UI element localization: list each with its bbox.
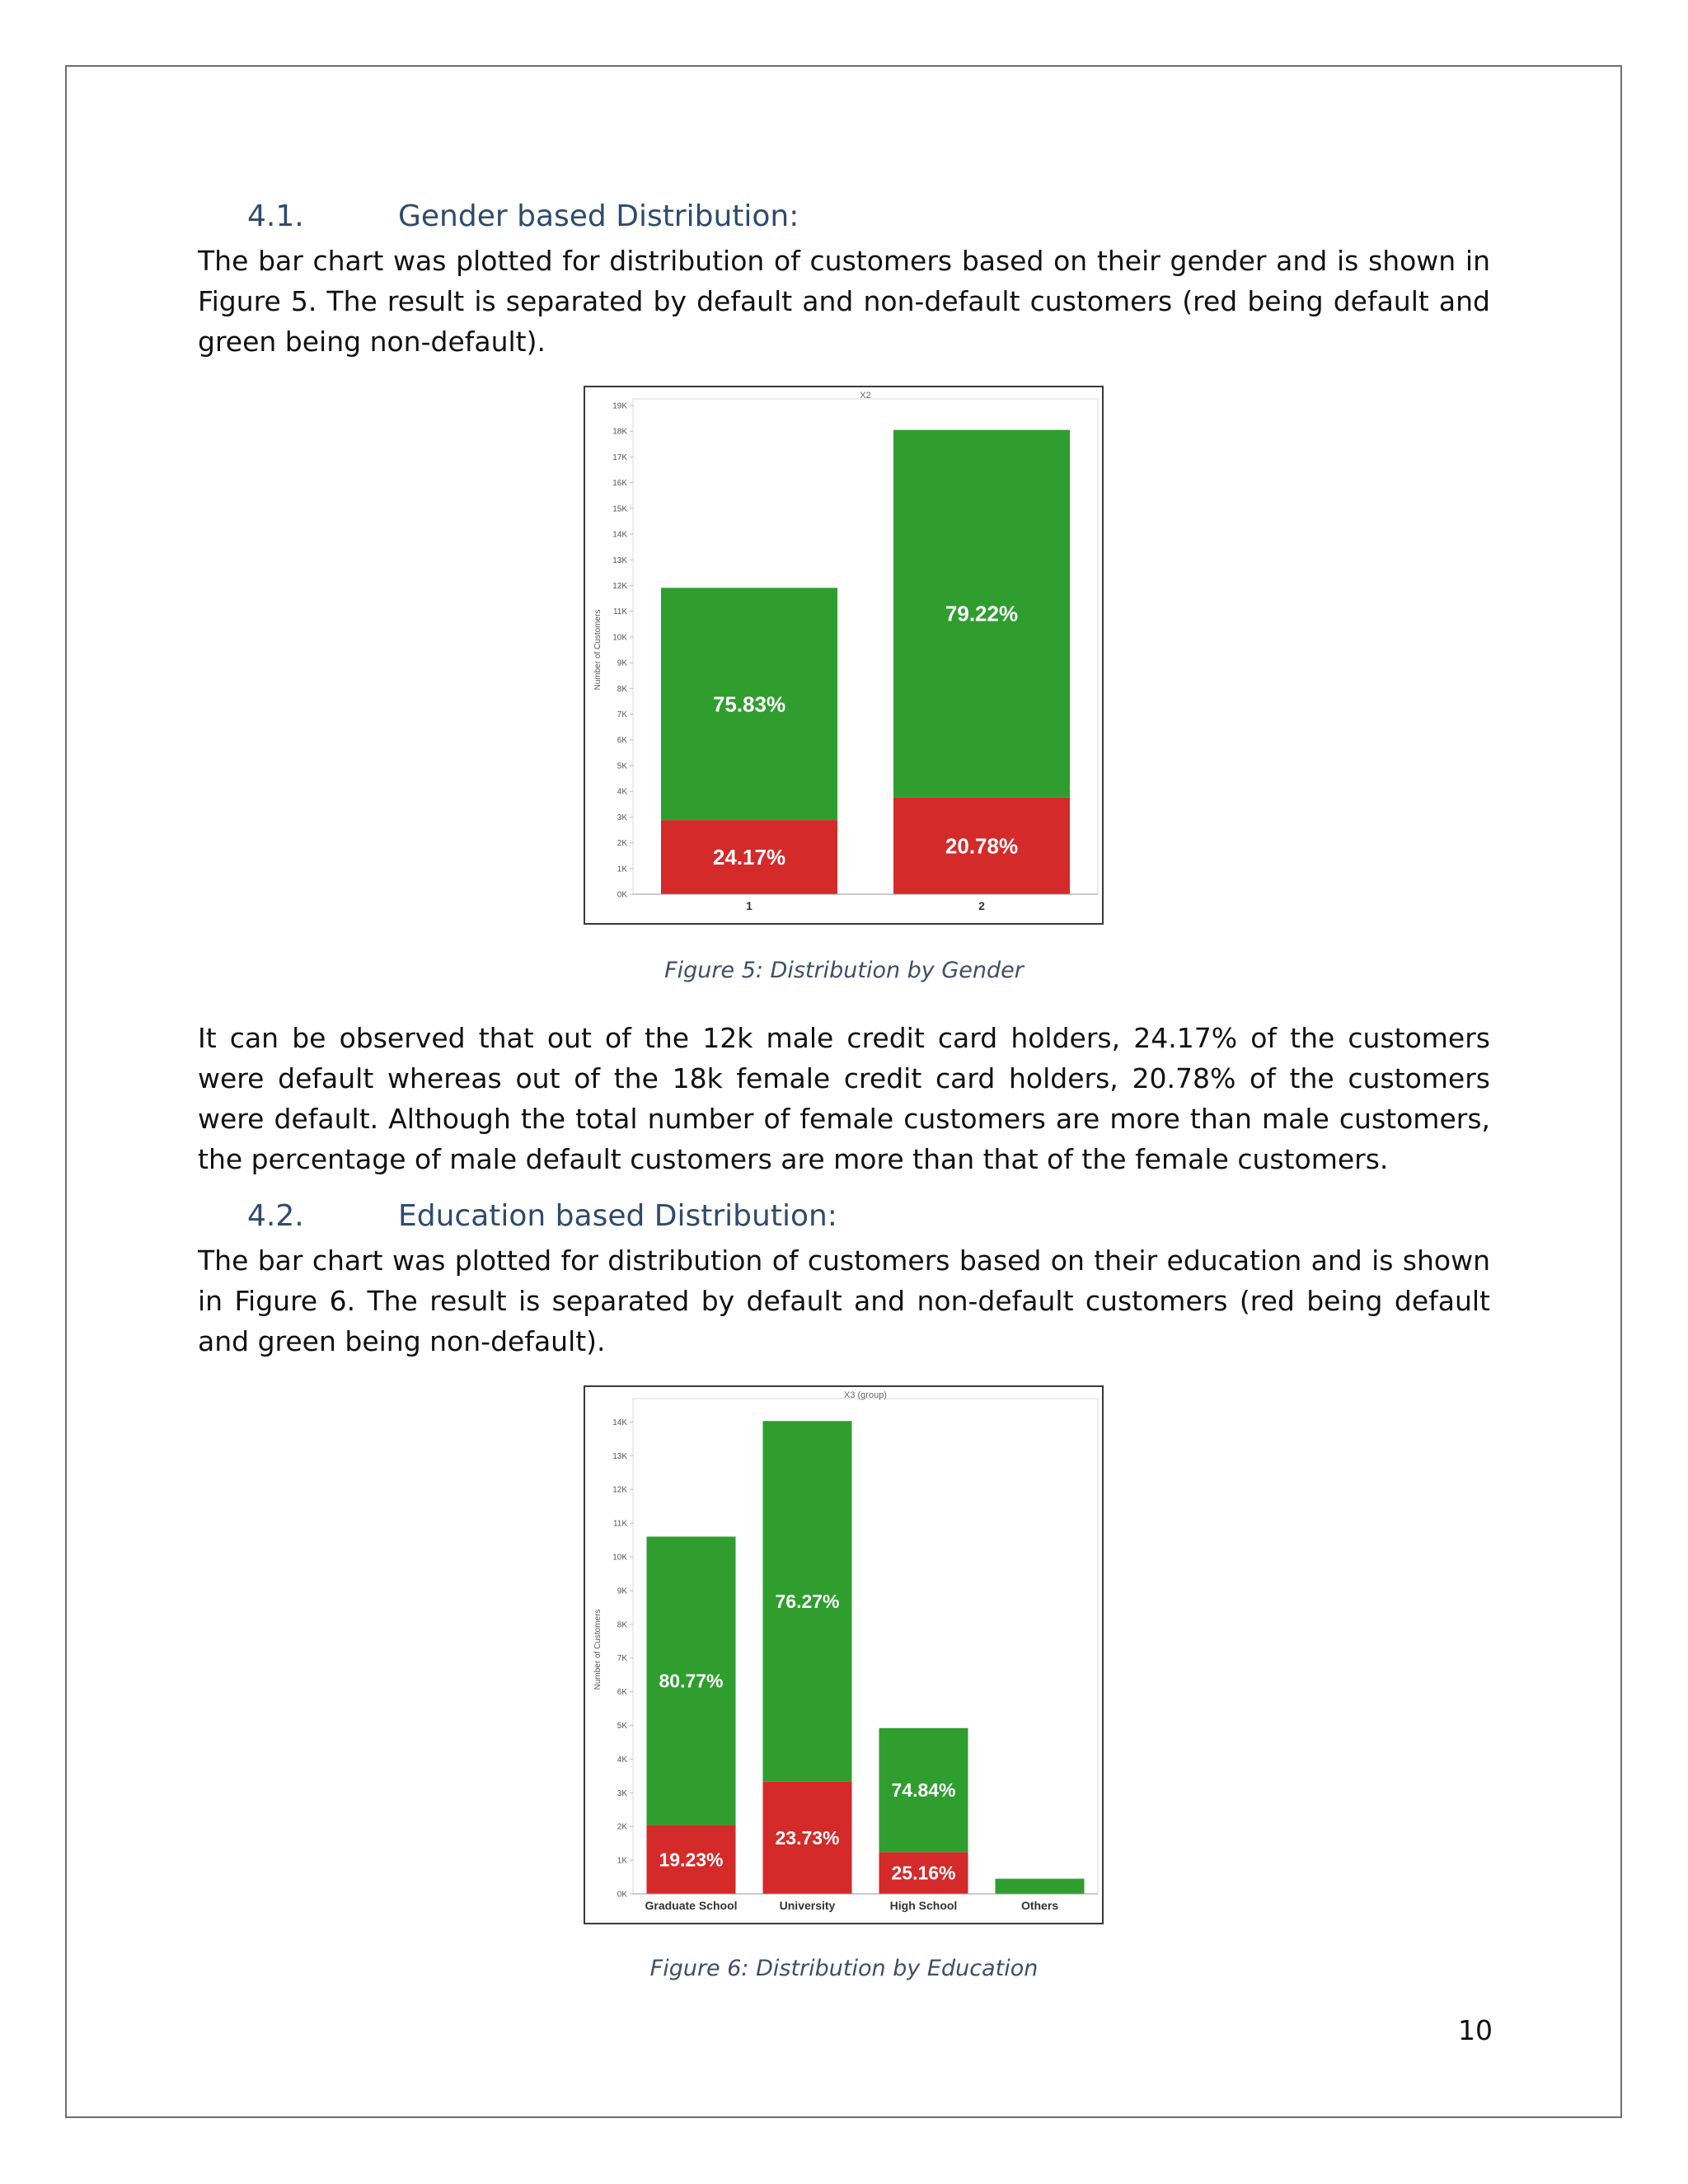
y-tick-label: 15K (612, 504, 627, 514)
education-chart-svg (585, 1387, 1102, 1923)
section-number: 4.2. (247, 1199, 304, 1233)
y-tick-label: 6K (617, 736, 627, 746)
y-tick-label: 12K (612, 1485, 627, 1495)
bar-percentage-label: 79.22% (945, 601, 1019, 626)
gender-observation-paragraph: It can be observed that out of the 12k male credit card holders, 24.17% of the customers were default whereas out of the 18k female credit card holders, 20.78% of the customers were default. Although the total number of female customers are more than male customers, the percentage of male default customers are more than that of the female customers. (198, 1022, 1490, 1175)
y-tick-label: 12K (612, 581, 627, 591)
x-category-label: 1 (746, 899, 753, 912)
section-heading-education (247, 1199, 837, 1233)
y-axis-label: Number of Customers (593, 609, 603, 691)
section-title: Education based Distribution: (398, 1199, 837, 1233)
section-title: Gender based Distribution: (398, 199, 799, 233)
y-tick-label: 13K (612, 1451, 627, 1461)
page-number: 10 (1458, 2014, 1493, 2046)
y-tick-label: 0K (617, 1890, 627, 1900)
y-tick-label: 17K (612, 452, 627, 462)
figure-6-caption: Figure 6: Distribution by Education (649, 1956, 1039, 1981)
section-heading-gender (247, 199, 799, 233)
x-category-label: Others (1020, 1899, 1059, 1912)
bar-percentage-label: 80.77% (659, 1670, 724, 1692)
y-tick-label: 1K (617, 865, 627, 874)
x-category-label: 2 (978, 899, 985, 912)
gender-chart-svg (585, 387, 1102, 923)
y-tick-label: 14K (612, 1418, 627, 1427)
y-tick-label: 9K (617, 1586, 627, 1596)
y-tick-label: 9K (617, 658, 627, 668)
y-axis-label: Number of Customers (593, 1609, 603, 1690)
bar-percentage-label: 20.78% (945, 833, 1019, 859)
y-tick-label: 14K (612, 530, 627, 540)
y-tick-label: 8K (617, 684, 627, 694)
figure-5-caption: Figure 5: Distribution by Gender (664, 958, 1024, 983)
y-tick-label: 8K (617, 1620, 627, 1630)
y-tick-label: 13K (612, 555, 627, 565)
chart-title: X2 (860, 391, 871, 401)
y-tick-label: 3K (617, 1788, 627, 1798)
bar-percentage-label: 23.73% (775, 1826, 840, 1849)
y-tick-label: 5K (617, 1722, 627, 1732)
gender-intro-paragraph: The bar chart was plotted for distribution of customers based on their gender and is shown in Figure 5. The result is separated by default and non-default customers (red being default and green being non-default). (198, 245, 1490, 358)
y-tick-label: 0K (617, 890, 627, 900)
y-tick-label: 4K (617, 787, 627, 797)
x-category-label: University (779, 1899, 836, 1912)
y-tick-label: 19K (612, 401, 627, 411)
y-tick-label: 10K (612, 1553, 627, 1563)
y-tick-label: 16K (612, 479, 627, 489)
y-tick-label: 7K (617, 1654, 627, 1664)
bar-percentage-label: 74.84% (891, 1779, 956, 1802)
chart-title: X3 (group) (844, 1390, 887, 1400)
section-number: 4.1. (247, 199, 304, 233)
y-tick-label: 1K (617, 1856, 627, 1866)
y-tick-label: 6K (617, 1688, 627, 1698)
x-category-label: Graduate School (645, 1899, 738, 1912)
bar-percentage-label: 75.83% (712, 691, 786, 717)
education-intro-paragraph: The bar chart was plotted for distribution of customers based on their education and is shown in Figure 6. The result is separated by default and non-default customers (red being default and green being non-default). (198, 1244, 1490, 1357)
y-tick-label: 3K (617, 813, 627, 823)
gender-chart (584, 386, 1104, 925)
education-chart (584, 1385, 1104, 1924)
y-tick-label: 18K (612, 427, 627, 437)
y-tick-label: 5K (617, 762, 627, 771)
y-tick-label: 11K (612, 607, 627, 617)
bar-percentage-label: 25.16% (891, 1862, 956, 1884)
x-category-label: High School (889, 1899, 958, 1912)
y-tick-label: 2K (617, 1822, 627, 1832)
bar-percentage-label: 24.17% (712, 845, 786, 870)
bar-percentage-label: 76.27% (775, 1591, 840, 1613)
non-default-bar-segment (996, 1879, 1085, 1894)
y-tick-label: 11K (612, 1519, 627, 1529)
y-tick-label: 4K (617, 1755, 627, 1765)
y-tick-label: 2K (617, 839, 627, 849)
bar-percentage-label: 19.23% (659, 1849, 724, 1871)
y-tick-label: 10K (612, 633, 627, 643)
y-tick-label: 7K (617, 710, 627, 720)
